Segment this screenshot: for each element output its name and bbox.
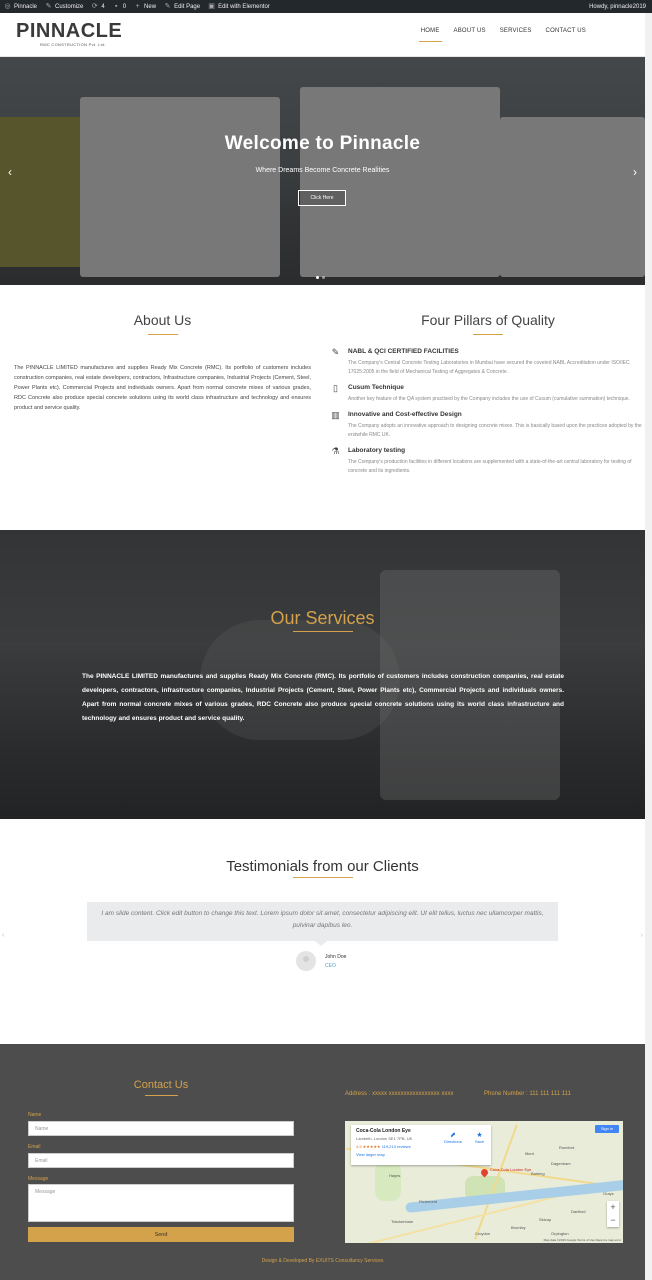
contact-divider [145,1095,178,1096]
testimonial-name: John Doe [325,954,347,960]
view-larger-map-link[interactable]: View larger map [356,1152,385,1157]
admin-item-label: Pinnacle [14,3,38,10]
services-section [0,530,645,819]
bar-chart-icon: ▥ [331,410,340,420]
admin-item-label: Customize [55,3,84,10]
admin-item-updates[interactable] [91,3,104,10]
brush-icon: ✎ [45,3,52,10]
admin-item-elementor[interactable] [208,3,270,10]
pencil-icon: ✎ [164,3,171,10]
map-label: Sidcup [539,1217,552,1222]
plus-icon: + [135,3,140,10]
pillar-desc: The Company's Central Concrete Testing Laboratories in Mumbai have secured the coveted NABL Accreditation under ISO/IEC 17025:2005 in the field of Mechanical Testing of Aggregates & Concrete. [348,360,630,375]
google-map[interactable] [345,1121,623,1243]
map-place-rating [356,1144,486,1149]
site-logo[interactable] [16,21,122,47]
about-text: The PINNACLE LIMITED manufactures and supplies Ready Mix Concrete (RMC). Its portfolio of customers includes construction companies, real estate developers, contractors, Infrastructure companies, Industrial Projects (Cement, Steel, Power Plants etc), Commercial Projects and individuals owners. Apart from normal concrete mixes of various grades, RDC Concrete also produce special concrete solutions using its world class infrastructure and technology and ensures product and service quality. [14,365,311,411]
pillar-desc: The Company's production facilities in different locations are supplemented with a state-of-the-art central laboratory for testing of concrete and its ingredients. [348,459,632,474]
nav-about[interactable]: ABOUT US [453,28,486,34]
map-label: Orpington [551,1231,569,1236]
map-park [375,1161,401,1201]
admin-item-customize[interactable] [45,3,83,10]
pillar-title: NABL & QCI CERTIFIED FACILITIES [348,348,459,355]
pillar-title: Cusum Technique [348,384,404,391]
footer-credit: Design & Developed By EXUITS Consultancy Services [261,1258,384,1264]
tablet-icon: ▯ [333,383,338,393]
nav-services[interactable]: SERVICES [499,28,532,34]
comment-icon: ▪ [114,3,118,10]
map-zoom-control [607,1201,619,1227]
logo-wordmark: PINNACLE [16,20,123,42]
email-label: Email [28,1144,41,1150]
admin-item-comments[interactable] [113,3,126,10]
admin-item-label: Edit with Elementor [218,3,270,10]
map-label: Croydon [475,1231,491,1236]
admin-item-label: 0 [122,3,127,10]
testimonial-role: CEO [325,963,336,969]
hero-dot[interactable] [316,276,319,279]
admin-item-label: 4 [101,3,105,10]
hero-dots [316,276,325,279]
hero-dot[interactable] [322,276,325,279]
services-divider [293,631,353,632]
testimonial-prev-icon[interactable]: ‹ [2,932,5,939]
pillar-title: Innovative and Cost-effective Design [348,411,462,418]
map-place-card [351,1125,491,1165]
avatar [296,951,316,971]
map-label: Dagenham [551,1161,571,1166]
wp-admin-bar [0,0,652,13]
edit-icon: ✎ [331,347,340,357]
map-label: Barking [531,1171,545,1176]
pillar-item [330,347,646,377]
map-label: Romford [559,1145,575,1150]
hero-title: Welcome to Pinnacle [224,133,421,154]
directions-icon: ⬈ [449,1132,456,1139]
zoom-in-icon[interactable]: + [610,1202,616,1212]
admin-item-label: Edit Page [174,3,201,10]
name-field[interactable]: Name [28,1121,294,1136]
page-scrollbar[interactable] [645,13,652,1280]
testimonial-next-icon[interactable]: › [640,932,643,939]
map-label: Richmond [419,1199,438,1204]
contact-phone: Phone Number : 111 111 111 111 [484,1091,571,1097]
zoom-out-icon[interactable]: − [610,1215,616,1225]
hero-tagline: Where Dreams Become Concrete Realities [255,167,390,174]
send-button[interactable]: Send [28,1227,294,1242]
save-button[interactable] [475,1131,484,1144]
contact-title: Contact Us [133,1079,189,1091]
map-label: Ilford [525,1151,534,1156]
map-label: Bromley [511,1225,526,1230]
pillar-item [330,446,646,476]
pillars-divider [473,334,503,335]
pillars-title: Four Pillars of Quality [421,312,555,328]
pillar-title: Laboratory testing [348,447,406,454]
map-place-address: Lambeth, London SE1 7PB, UK [356,1136,413,1141]
hero-cta-button[interactable]: Click Here [298,190,346,206]
nav-contact[interactable]: CONTACT US [545,28,586,34]
wordpress-icon: ◎ [4,3,11,10]
map-place-name: Coca-Cola London Eye [356,1128,411,1134]
about-title: About Us [133,312,192,328]
main-nav [407,28,586,42]
site-footer [0,1044,645,1280]
pillar-desc: The Company adopts an innovative approach to designing concrete mixes. This is basically based upon the practices adopted by the erstwhile RMC UK. [348,423,642,438]
map-label: Grays [603,1191,614,1196]
map-label: Twickenham [391,1219,414,1224]
testimonial-quote: I am slide content. Click edit button to change this text. Lorem ipsum dolor sit amet, consectetur adipiscing elit. Ut elit tellus, luctus nec ullamcorper mattis, pulvinar dapibus leo. [87,902,558,941]
map-attribution: Map data ©2019 Google Terms of Use Report a map error [543,1238,621,1242]
contact-address: Address : xxxxx xxxxxxxxxxxxxxxxx xxxx [345,1091,454,1097]
message-field[interactable]: Message [28,1184,294,1222]
name-label: Name [28,1112,42,1118]
star-icon: ★ [476,1132,483,1139]
hero-next-arrow-icon[interactable]: › [633,165,637,179]
site-header [0,13,652,57]
map-pin-label: Coca-Cola London Eye [490,1167,532,1172]
rating-value: 4.5 ★★★★★ [356,1144,381,1149]
elementor-icon: ▣ [208,3,215,10]
services-text: The PINNACLE LIMITED manufactures and supplies Ready Mix Concrete (RMC). Its portfolio of customers includes construction companies, real estate developers, contractors, infrastructure companies, Industrial Projects (Cement, Steel, Power Plants etc), Commercial Projects and individuals owners. Apart from normal concrete mixes of various grades, RDC Concrete also produce special concrete solutions using its world class infrastructure and technology and ensures product and service quality. [82,673,564,722]
admin-item-edit-page[interactable] [164,3,200,10]
nav-home[interactable]: HOME [421,28,440,42]
hero-slider [0,57,645,285]
message-label: Message [28,1176,49,1182]
pillars-section [330,312,646,476]
services-title: Our Services [270,608,375,628]
pillar-item [330,410,646,440]
map-label: Hayes [389,1173,401,1178]
pillar-item [330,383,646,404]
flask-icon: ⚗ [331,446,340,456]
testimonials-divider [293,877,353,878]
about-section [14,312,311,413]
admin-item-label: New [144,3,157,10]
reviews-link[interactable]: 119,213 reviews [381,1144,411,1149]
testimonials-title: Testimonials from our Clients [226,858,419,875]
map-sign-in-button[interactable]: Sign in [595,1125,619,1133]
save-label: Save [475,1139,485,1144]
email-field[interactable]: Email [28,1153,294,1168]
admin-item-site[interactable] [4,3,37,10]
refresh-icon: ⟳ [91,3,98,10]
pillar-desc: Another key feature of the QA system practised by the Company includes the use of Cusum (cumulative summation) technique. [348,396,630,402]
about-divider [148,334,178,335]
pillars-list [330,347,646,476]
hero-prev-arrow-icon[interactable]: ‹ [8,165,12,179]
directions-button[interactable] [444,1131,462,1144]
directions-label: Directions [444,1139,462,1144]
howdy-label: Howdy, pinnacle2019 [589,3,646,10]
logo-subtitle: RMC CONSTRUCTION Pvt. Ltd. [40,42,107,47]
map-label: Dartford [571,1209,586,1214]
admin-item-new[interactable] [134,3,156,10]
admin-item-howdy[interactable] [589,4,646,10]
